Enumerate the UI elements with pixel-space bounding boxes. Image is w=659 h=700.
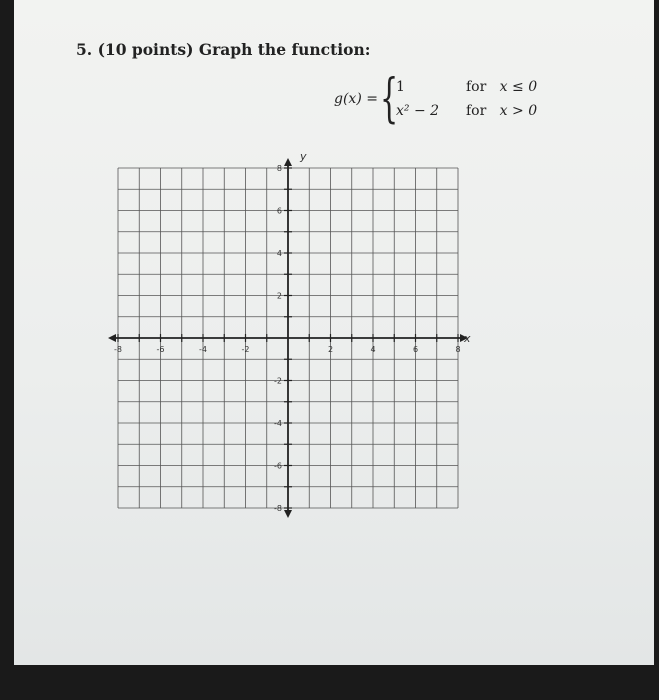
- y-tick-label: 2: [276, 291, 282, 301]
- case2-for: for: [466, 103, 487, 119]
- case1-inequality: x ≤ 0: [499, 79, 538, 95]
- x-tick-label: 8: [455, 345, 461, 354]
- case2-inequality: x > 0: [499, 103, 538, 119]
- piecewise-function: [334, 69, 594, 133]
- x-tick-label: -6: [156, 345, 165, 354]
- function-lhs: g(x) =: [334, 91, 378, 107]
- x-tick-label: 2: [327, 345, 334, 354]
- x-tick-label: -8: [114, 345, 122, 354]
- y-tick-label: 4: [276, 249, 282, 258]
- case2-condition: [466, 103, 537, 119]
- x-tick-label: 4: [370, 345, 376, 354]
- y-tick-label: -6: [274, 461, 282, 471]
- case2-expression: x² − 2: [396, 103, 440, 119]
- y-tick-label: 6: [276, 206, 282, 216]
- worksheet-page: [14, 0, 654, 665]
- y-tick-label: -4: [274, 419, 282, 428]
- case1-for: for: [466, 79, 487, 95]
- case-brace: {: [380, 69, 399, 129]
- y-tick-label: 8: [276, 164, 282, 173]
- y-axis-label: y: [300, 150, 307, 163]
- y-tick-label: -8: [274, 504, 282, 513]
- question-title: 5. (10 points) Graph the function:: [76, 40, 371, 59]
- coordinate-grid[interactable]: [108, 150, 478, 520]
- x-axis-left-arrow: [108, 334, 116, 342]
- axes: [108, 158, 468, 518]
- x-tick-label: -2: [241, 345, 250, 354]
- y-axis-down-arrow: [284, 510, 292, 518]
- case1-expression: 1: [396, 79, 405, 95]
- y-axis-up-arrow: [284, 158, 292, 166]
- x-axis-label: x: [464, 332, 471, 345]
- x-tick-label: -4: [199, 345, 207, 354]
- case1-condition: [466, 79, 537, 95]
- x-tick-label: 6: [412, 345, 419, 354]
- y-tick-label: -2: [274, 376, 282, 386]
